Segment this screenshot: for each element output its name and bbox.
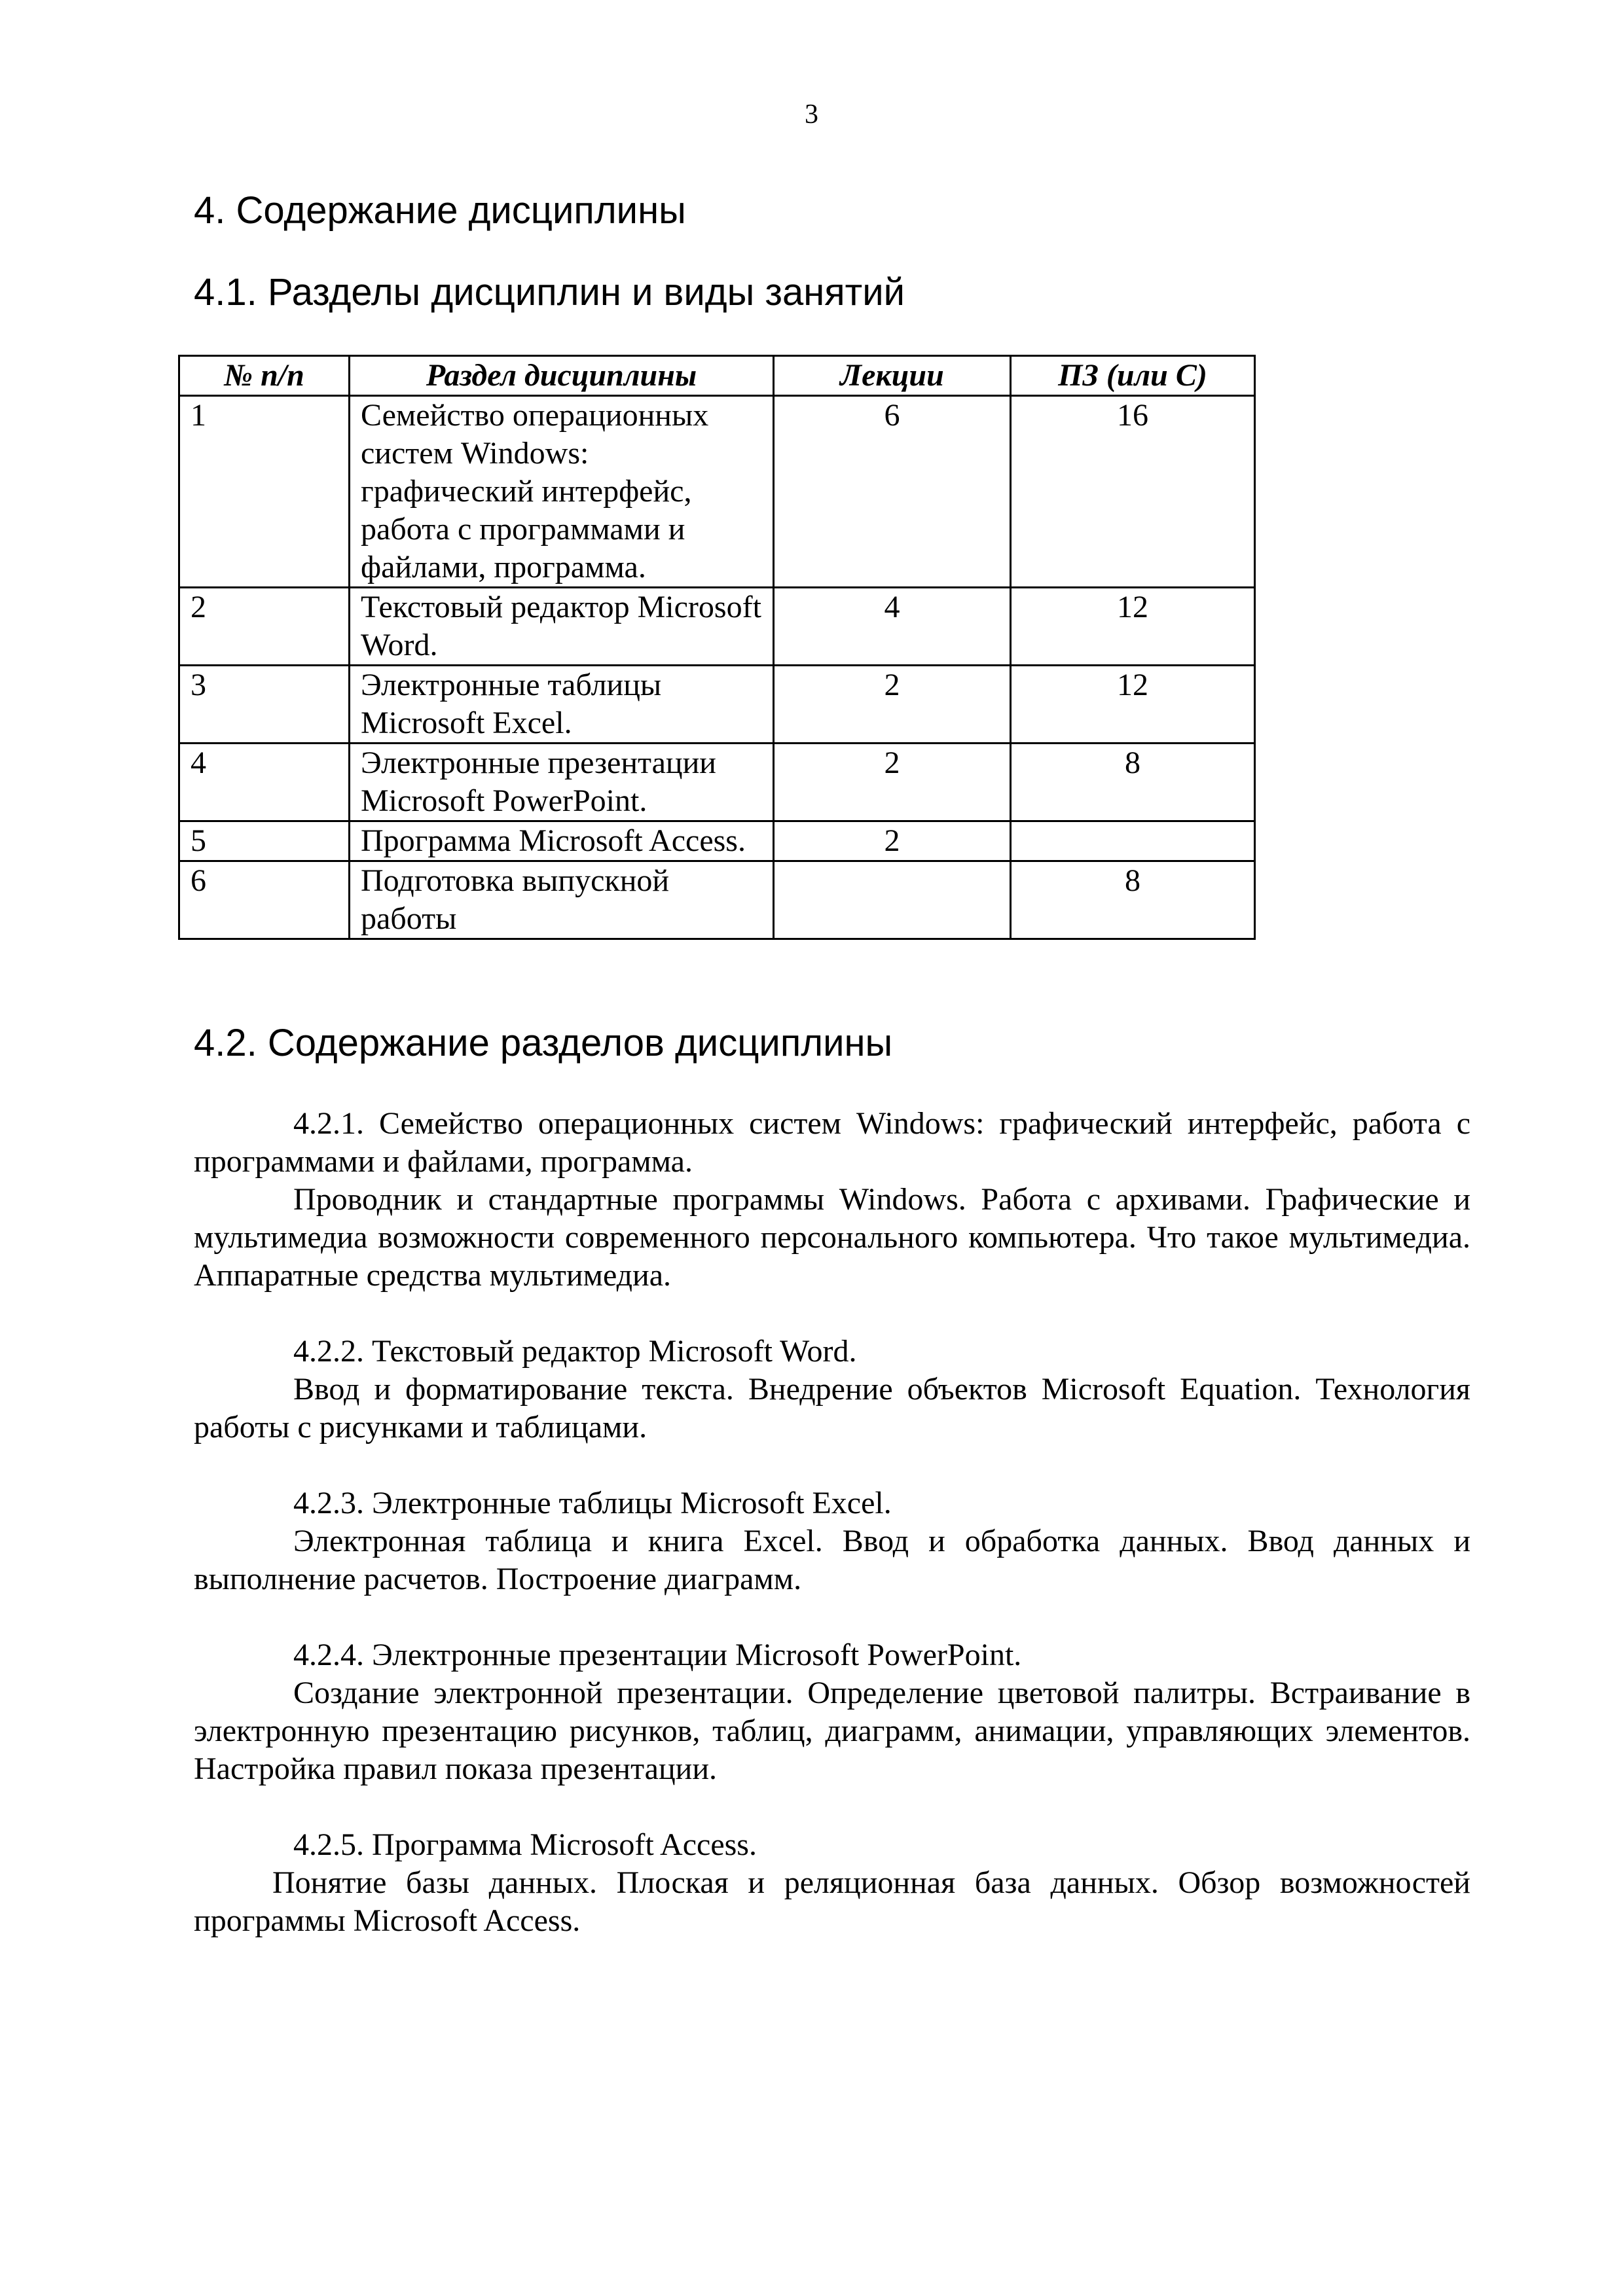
- cell-number: 3: [179, 666, 350, 744]
- cell-practice: 8: [1011, 861, 1255, 939]
- cell-practice: 8: [1011, 744, 1255, 821]
- table-row: [179, 744, 1255, 821]
- cell-lectures: 4: [774, 588, 1011, 666]
- section-body: Ввод и форматирование текста. Внедрение объектов Microsoft Equation. Технология работы с рисунками и таблицами.: [194, 1372, 1470, 1444]
- cell-section: Электронные таблицы Microsoft Excel.: [350, 666, 774, 744]
- cell-lectures: [774, 861, 1011, 939]
- sections-content: [194, 1105, 1470, 1978]
- section-body: Понятие базы данных. Плоская и реляционная база данных. Обзор возможностей программы Microsoft Access.: [194, 1865, 1470, 1938]
- section-title: 4.2.5. Программа Microsoft Access.: [293, 1827, 757, 1862]
- section-4-2-5: [194, 1826, 1470, 1940]
- cell-lectures: 2: [774, 821, 1011, 861]
- cell-lectures: 6: [774, 396, 1011, 588]
- cell-lectures: 2: [774, 744, 1011, 821]
- cell-section: Подготовка выпускной работы: [350, 861, 774, 939]
- cell-section: Семейство операционных систем Windows: графический интерфейс, работа с программами и файлами, программа.: [350, 396, 774, 588]
- cell-section: Электронные презентации Microsoft PowerPoint.: [350, 744, 774, 821]
- section-title: 4.2.2. Текстовый редактор Microsoft Word.: [293, 1334, 857, 1369]
- heading-sections-and-activities: 4.1. Разделы дисциплин и виды занятий: [194, 271, 905, 314]
- section-title: 4.2.3. Электронные таблицы Microsoft Excel.: [293, 1486, 892, 1520]
- section-4-2-2: [194, 1333, 1470, 1446]
- cell-number: 1: [179, 396, 350, 588]
- section-body: Электронная таблица и книга Excel. Ввод и обработка данных. Ввод данных и выполнение расчетов. Построение диаграмм.: [194, 1524, 1470, 1596]
- cell-section: Программа Microsoft Access.: [350, 821, 774, 861]
- section-body: Проводник и стандартные программы Windows. Работа с архивами. Графические и мультимедиа возможности современного персонального компьютера. Что такое мультимедиа. Аппаратные средства мультимедиа.: [194, 1182, 1470, 1293]
- table-row: [179, 821, 1255, 861]
- header-lectures: Лекции: [774, 356, 1011, 396]
- table-row: [179, 396, 1255, 588]
- section-body: Создание электронной презентации. Определение цветовой палитры. Встраивание в электронную презентацию рисунков, таблиц, диаграмм, анимации, управляющих элементов. Настройка правил показа презентации.: [194, 1676, 1470, 1786]
- section-4-2-3: [194, 1484, 1470, 1598]
- heading-discipline-content: 4. Содержание дисциплины: [194, 189, 686, 232]
- section-title: 4.2.4. Электронные презентации Microsoft PowerPoint.: [293, 1638, 1022, 1672]
- cell-number: 4: [179, 744, 350, 821]
- cell-number: 5: [179, 821, 350, 861]
- header-practice: ПЗ (или С): [1011, 356, 1255, 396]
- table-header-row: [179, 356, 1255, 396]
- cell-number: 2: [179, 588, 350, 666]
- cell-practice: 12: [1011, 588, 1255, 666]
- cell-lectures: 2: [774, 666, 1011, 744]
- cell-practice: 12: [1011, 666, 1255, 744]
- page-number: 3: [805, 99, 818, 130]
- section-4-2-4: [194, 1636, 1470, 1788]
- cell-section: Текстовый редактор Microsoft Word.: [350, 588, 774, 666]
- cell-practice: [1011, 821, 1255, 861]
- header-section: Раздел дисциплины: [350, 356, 774, 396]
- section-title: 4.2.1. Семейство операционных систем Windows: графический интерфейс, работа с программами и файлами, программа.: [194, 1106, 1470, 1179]
- cell-number: 6: [179, 861, 350, 939]
- header-number: № п/п: [179, 356, 350, 396]
- table-row: [179, 861, 1255, 939]
- table-row: [179, 666, 1255, 744]
- cell-practice: 16: [1011, 396, 1255, 588]
- sections-table: [178, 355, 1256, 940]
- section-4-2-1: [194, 1105, 1470, 1295]
- table-row: [179, 588, 1255, 666]
- heading-sections-content: 4.2. Содержание разделов дисциплины: [194, 1022, 893, 1064]
